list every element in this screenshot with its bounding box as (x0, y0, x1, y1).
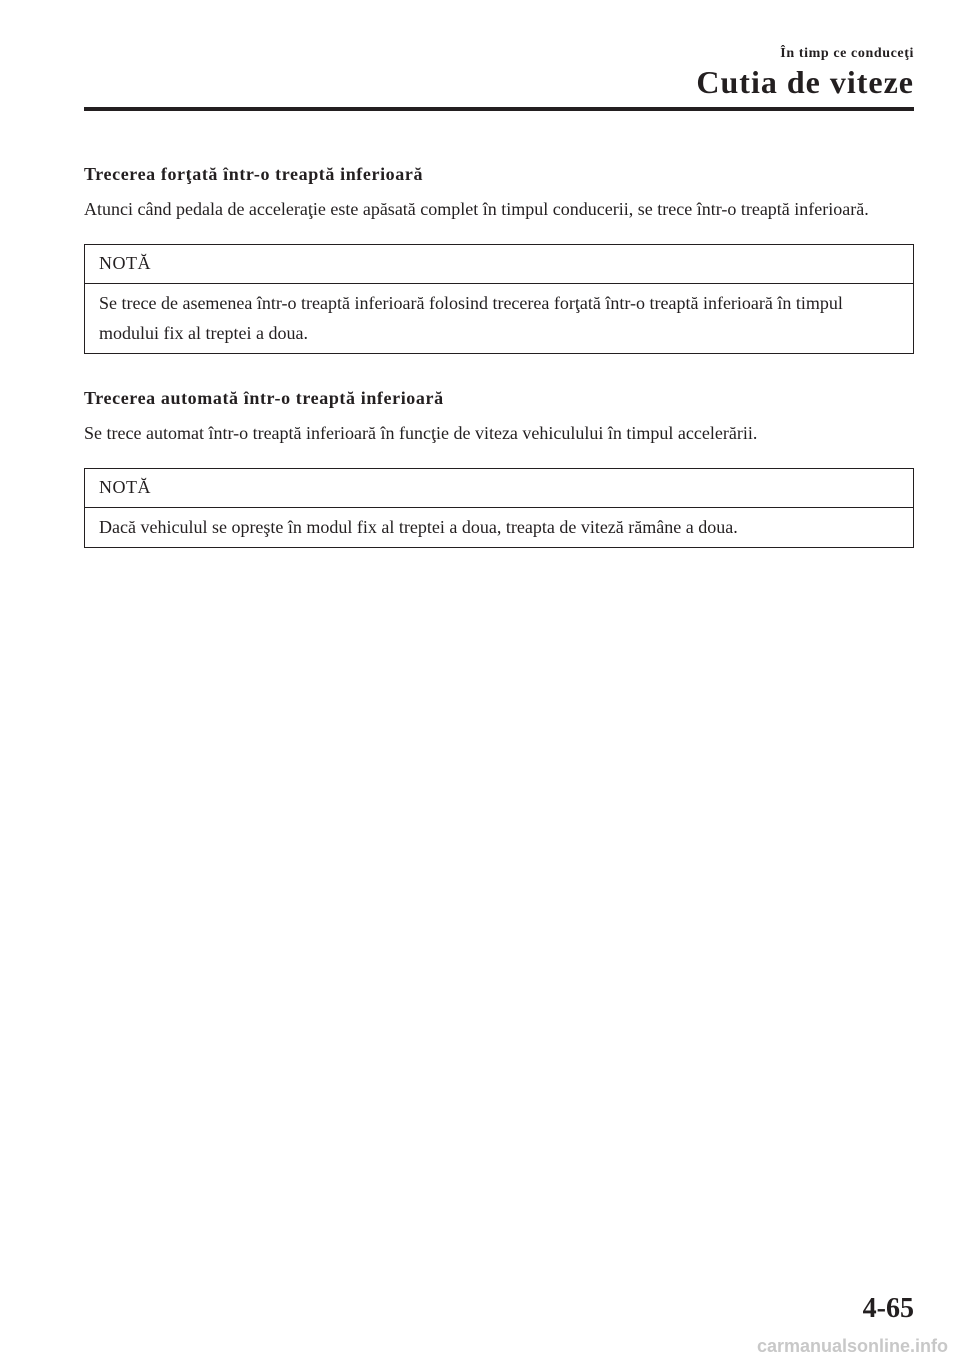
note-title: NOTĂ (85, 469, 913, 508)
note-box (84, 468, 914, 548)
section-automatic-downshift (84, 384, 914, 548)
note-body: Dacă vehiculul se opreşte în modul fix al treptei a doua, treapta de viteză rămâne a doua. (99, 517, 738, 537)
chapter-subtitle: În timp ce conduceţi (780, 46, 914, 61)
section-heading: Trecerea forţată într-o treaptă inferioară (84, 164, 424, 184)
chapter-title: Cutia de viteze (696, 64, 914, 100)
note-body: Se trece de asemenea într-o treaptă inferioară folosind trecerea forţată într-o treaptă inferioară în timpul modului fix al treptei a doua. (99, 293, 843, 343)
note-title: NOTĂ (85, 245, 913, 284)
note-box (84, 244, 914, 354)
section-paragraph: Se trece automat într-o treaptă inferioară în funcţie de viteza vehiculului în timpul accelerării. (84, 423, 758, 443)
section-paragraph: Atunci când pedala de acceleraţie este apăsată complet în timpul conducerii, se trece într-o treaptă inferioară. (84, 199, 869, 219)
page-number: 4-65 (862, 1293, 914, 1324)
watermark-text: carmanualsonline.info (756, 1336, 948, 1356)
header-divider (84, 107, 914, 111)
section-forced-downshift (84, 160, 914, 354)
page-content (84, 160, 914, 548)
page-header (696, 46, 914, 100)
section-heading: Trecerea automată într-o treaptă inferioară (84, 388, 444, 408)
